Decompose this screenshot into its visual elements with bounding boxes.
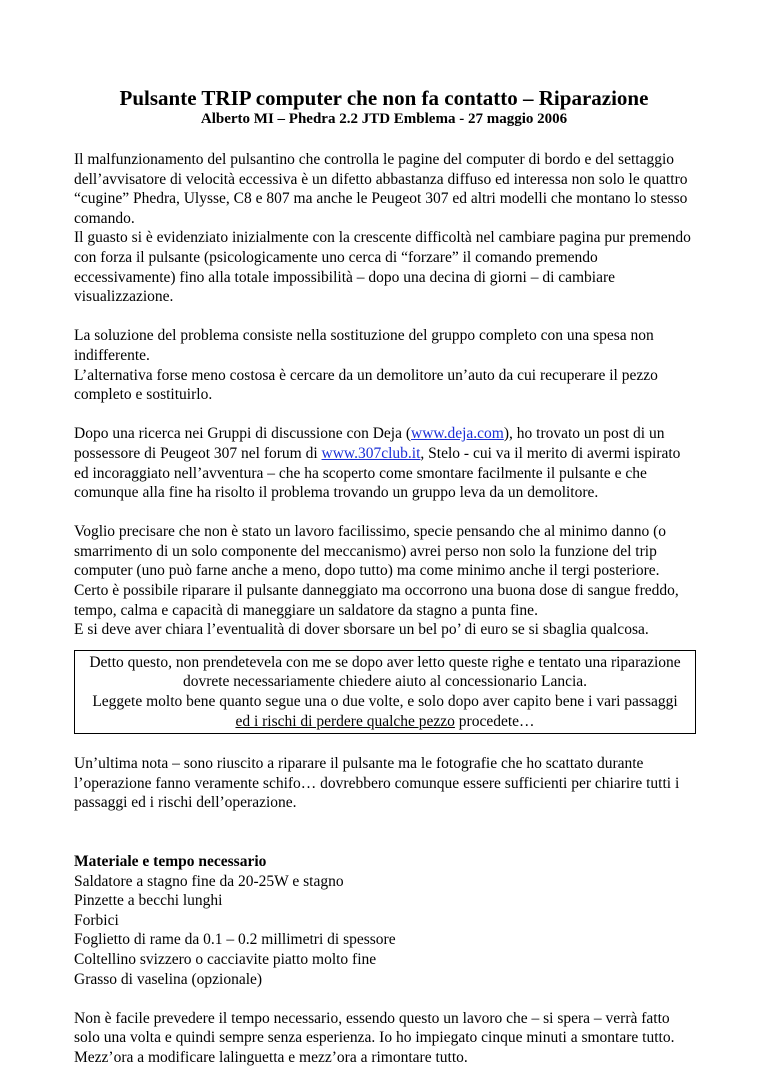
document-subtitle: Alberto MI – Phedra 2.2 JTD Emblema - 27 maggio 2006 (200, 111, 568, 127)
307club-link[interactable]: www.307club.it (321, 444, 421, 462)
materials-item: Coltellino svizzero o cacciavite piatto molto fine (74, 950, 377, 968)
research-text-start: Dopo una ricerca nei Gruppi di discussione con Deja ( (74, 425, 412, 443)
materials-item: Foglietto di rame da 0.1 – 0.2 millimetri di spessore (74, 931, 396, 949)
paragraph-last-note: Un’ultima nota – sono riuscito a riparare il pulsante ma le fotografie che ho scattato durante l’operazione fanno veramente schifo… dovrebbero comunque essere sufficienti per chiarire tutti i passaggi ed i rischi dell’operazione. (74, 755, 680, 812)
materials-item: Pinzette a becchi lunghi (74, 892, 223, 910)
paragraph-solution: La soluzione del problema consiste nella sostituzione del gruppo completo con una spesa non indifferente. (74, 327, 654, 364)
disclaimer-line-2: Leggete molto bene quanto segue una o due volte, e solo dopo aver capito bene i vari passaggi (92, 693, 678, 711)
paragraph-warning-2: Certo è possibile riparare il pulsante danneggiato ma occorrono una buona dose di sangue freddo, tempo, calma e capacità di maneggiare un saldatore da stagno a punta fine. (74, 582, 679, 619)
paragraph-alternative: L’alternativa forse meno costosa è cercare da un demolitore un’auto da cui recuperare il pezzo completo e sostituirlo. (74, 366, 658, 404)
deja-link[interactable]: www.deja.com (411, 425, 504, 443)
research-text-end: , Stelo - cui va il merito di avermi ispirato ed incoraggiato nell’avventura – che ha scoperto come smontare facilmente il pulsante e che comunque alla fine ha risolto il problema trovando un gruppo leva da un demolitore. (74, 444, 681, 502)
materials-heading: Materiale e tempo necessario (74, 853, 267, 870)
materials-item: Forbici (74, 911, 119, 929)
document-body (74, 150, 696, 1087)
paragraph-warning-3: E si deve aver chiara l’eventualità di dover sborsare un bel po’ di euro se si sbaglia qualcosa. (74, 621, 649, 639)
paragraph-symptom: Il guasto si è evidenziato inizialmente con la crescente difficoltà nel cambiare pagina pur premendo con forza il pulsante (psicologicamente uno cerca di “forzare” il comando premendo eccessivamente) fino alla totale impossibilità – dopo una decina di giorni – di cambiare visualizzazione. (74, 229, 691, 306)
paragraph-warning-1: Voglio precisare che non è stato un lavoro facilissimo, specie pensando che al minimo danno (o smarrimento di un solo componente del meccanismo) avrei perso non solo la funzione del trip computer (uno può farne anche a meno, dopo tutto) ma come minimo anche il tergi posteriore. (74, 523, 666, 580)
disclaimer-box (74, 650, 696, 734)
disclaimer-line-1: Detto questo, non prendetevela con me se dopo aver letto queste righe e tentato una riparazione dovrete necessariamente chiedere aiuto al concessionario Lancia. (89, 653, 681, 691)
disclaimer-underlined: ed i rischi di perdere qualche pezzo (235, 712, 455, 730)
materials-section (74, 852, 696, 989)
paragraph-intro: Il malfunzionamento del pulsantino che controlla le pagine del computer di bordo e del settaggio dell’avvisatore di velocità eccessiva è un difetto abbastanza diffuso ed interessa non solo le quattro “cugine” Phedra, Ulysse, C8 e 807 ma anche le Peugeot 307 ed altri modelli che montano lo stesso comando. (74, 151, 688, 227)
paragraph-time: Non è facile prevedere il tempo necessario, essendo questo un lavoro che – si spera – verrà fatto solo una volta e quindi sempre senza esperienza. Io ho impiegato cinque minuti a smontare tutto. Mezz’ora a modificare lalinguetta e mezz’ora a rimontare tutto. (74, 1009, 675, 1066)
disclaimer-line-3 (79, 712, 691, 732)
research-text-middle: ), ho trovato un post di un possessore di Peugeot 307 nel forum di (74, 425, 665, 462)
materials-item: Saldatore a stagno fine da 20-25W e stagno (74, 872, 344, 890)
paragraph-research (74, 424, 696, 502)
materials-item: Grasso di vaselina (opzionale) (74, 970, 263, 988)
document-title: Pulsante TRIP computer che non fa contatto – Riparazione (119, 86, 649, 110)
disclaimer-end: procedete… (454, 712, 535, 730)
